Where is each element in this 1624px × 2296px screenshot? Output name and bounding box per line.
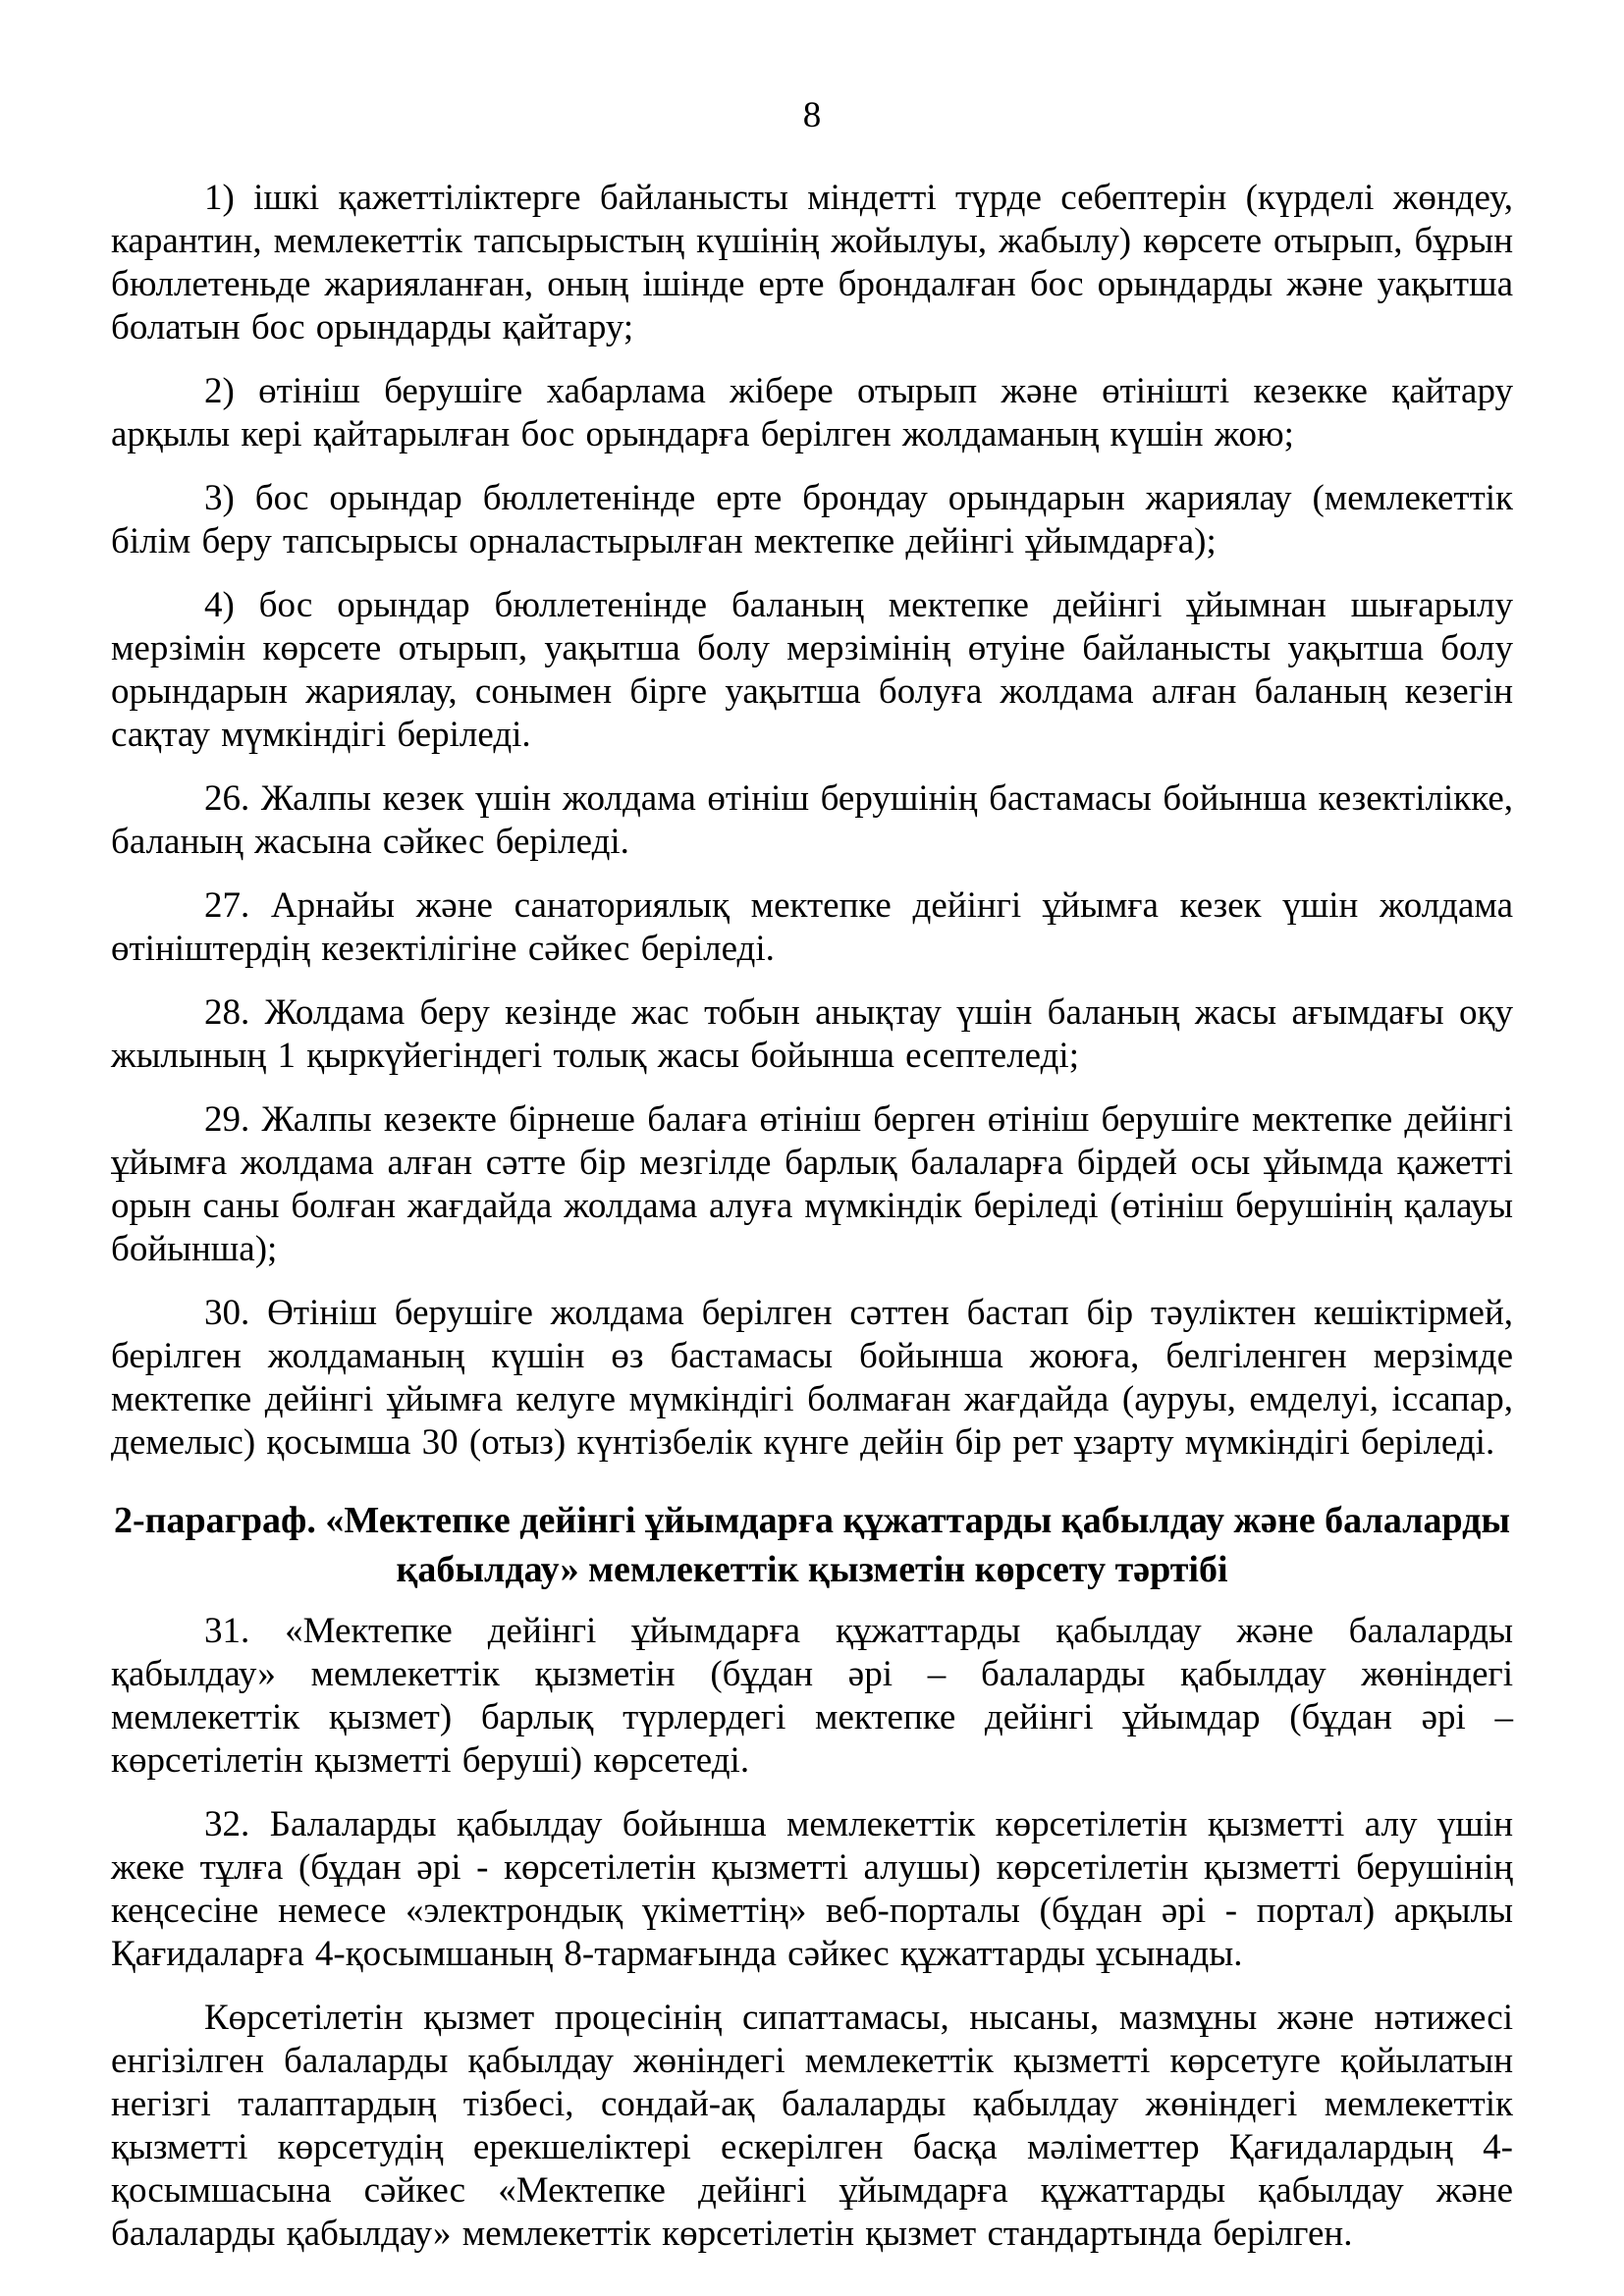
section-heading-paragraph-2: 2-параграф. «Мектепке дейінгі ұйымдарға құжаттарды қабылдау және балаларды қабылдау» мемлекеттік қызметін көрсету тәртібі — [113, 1500, 1510, 1590]
paragraph-point-31: 31. «Мектепке дейінгі ұйымдарға құжаттарды қабылдау және балаларды қабылдау» мемлекеттік қызметін (бұдан әрі – балаларды қабылдау жөніндегі мемлекеттік қызмет) барлық түрлердегі мектепке дейінгі ұйымдар (бұдан әрі – көрсетілетін қызметті беруші) көрсетеді. — [111, 1611, 1513, 1781]
paragraph-list-item-1: 1) ішкі қажеттіліктерге байланысты міндетті түрде себептерін (күрделі жөндеу, карантин, мемлекеттік тапсырыстың күшінің жойылуы, жабылу) көрсете отырып, бұрын бюллетеньде жарияланған, оның ішінде ерте брондалған бос орындарды және уақытша болатын бос орындарды қайтару; — [111, 178, 1513, 347]
paragraph-point-29: 29. Жалпы кезекте бірнеше балаға өтініш берген өтініш берушіге мектепке дейінгі ұйымға жолдама алған сәтте бір мезгілде барлық балаларға бірдей осы ұйымда қажетті орын саны болған жағдайда жолдама алуға мүмкіндік беріледі (өтініш берушінің қалауы бойынша); — [111, 1099, 1513, 1269]
paragraph-closing: Көрсетілетін қызмет процесінің сипаттамасы, нысаны, мазмұны және нәтижесі енгізілген балаларды қабылдау жөніндегі мемлекеттік қызметті көрсетуге қойылатын негізгі талаптардың тізбесі, сондай-ақ балаларды қабылдау жөніндегі мемлекеттік қызметті көрсетудің ерекшеліктері ескерілген басқа мәліметтер Қағидалардың 4-қосымшасына сәйкес «Мектепке дейінгі ұйымдарға құжаттарды қабылдау және балаларды қабылдау» мемлекеттік көрсетілетін қызмет стандартында берілген. — [111, 1998, 1513, 2254]
paragraph-list-item-3: 3) бос орындар бюллетенінде ерте брондау орындарын жариялау (мемлекеттік білім беру тапсырысы орналастырылған мектепке дейінгі ұйымдарға); — [111, 478, 1513, 561]
page-number: 8 — [802, 95, 822, 135]
paragraph-point-28: 28. Жолдама беру кезінде жас тобын анықтау үшін баланың жасы ағымдағы оқу жылының 1 қыркүйегіндегі толық жасы бойынша есептеледі; — [111, 992, 1513, 1076]
paragraph-point-32: 32. Балаларды қабылдау бойынша мемлекеттік көрсетілетін қызметті алу үшін жеке тұлға (бұдан әрі - көрсетілетін қызметті алушы) көрсетілетін қызметті берушінің кеңсесіне немесе «электрондық үкіметтің» веб-порталы (бұдан әрі - портал) арқылы Қағидаларға 4-қосымшаның 8-тармағында сәйкес құжаттарды ұсынады. — [111, 1804, 1513, 1974]
paragraph-point-30: 30. Өтініш берушіге жолдама берілген сәттен бастап бір тәуліктен кешіктірмей, берілген жолдаманың күшін өз бастамасы бойынша жоюға, белгіленген мерзімде мектепке дейінгі ұйымға келуге мүмкіндігі болмаған жағдайда (ауруы, емделуі, іссапар, демелыс) қосымша 30 (отыз) күнтізбелік күнге дейін бір рет ұзарту мүмкіндігі беріледі. — [111, 1293, 1513, 1463]
paragraph-list-item-2: 2) өтініш берушіге хабарлама жібере отырып және өтінішті кезекке қайтару арқылы кері қайтарылған бос орындарға берілген жолдаманың күшін жою; — [111, 371, 1513, 454]
paragraph-point-27: 27. Арнайы және санаториялық мектепке дейінгі ұйымға кезек үшін жолдама өтініштердің кезектілігіне сәйкес беріледі. — [111, 885, 1513, 969]
paragraph-list-item-4: 4) бос орындар бюллетенінде баланың мектепке дейінгі ұйымнан шығарылу мерзімін көрсете отырып, уақытша болу мерзімінің өтуіне байланысты уақытша болу орындарын жариялау, сонымен бірге уақытша болуға жолдама алған баланың кезегін сақтау мүмкіндігі беріледі. — [111, 585, 1513, 755]
paragraph-point-26: 26. Жалпы кезек үшін жолдама өтініш берушінің бастамасы бойынша кезектілікке, баланың жасына сәйкес беріледі. — [111, 778, 1513, 862]
